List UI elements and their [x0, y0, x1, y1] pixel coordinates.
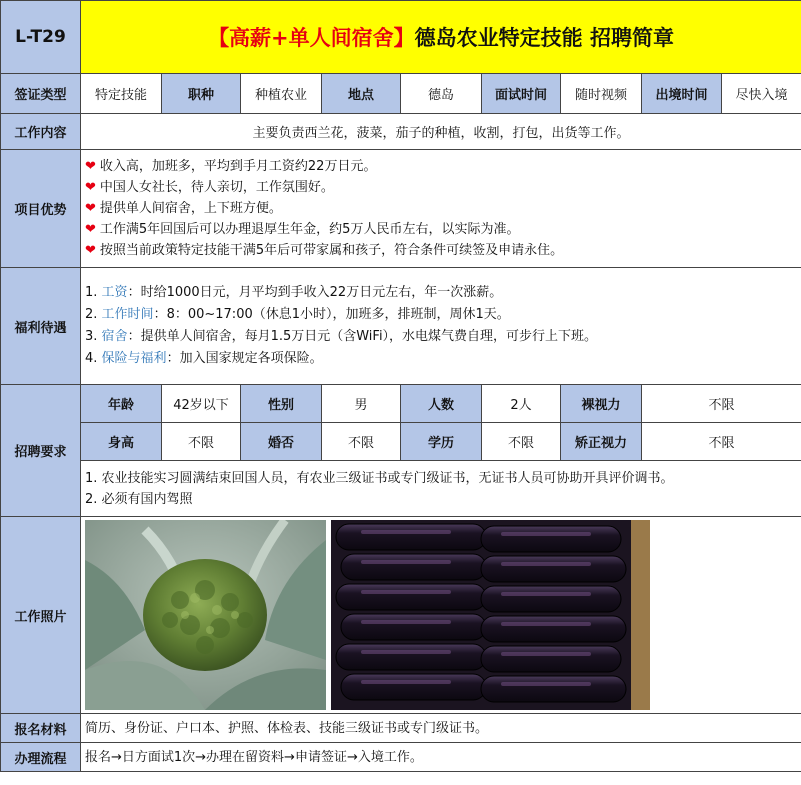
count-value: 2人	[482, 385, 561, 423]
list-item: 2. 工作时间：8：00~17:00（休息1小时），加班多，排班制，周休1天。	[85, 307, 510, 322]
age-value: 42岁以下	[162, 385, 241, 423]
entry-time-label: 出境时间	[642, 74, 722, 114]
photos-cell	[81, 517, 801, 714]
list-item: 2. 必须有国内驾照	[85, 491, 193, 507]
naked-eye-value: 不限	[642, 385, 801, 423]
corrected-vision-value: 不限	[642, 423, 801, 461]
height-label: 身高	[81, 423, 162, 461]
interview-time-value: 随时视频	[561, 74, 642, 114]
job-type-value: 种植农业	[241, 74, 322, 114]
list-item: 1. 工资：时给1000日元，月平均到手收入22万日元左右，年一次涨薪。	[85, 285, 503, 300]
job-code: L-T29	[1, 1, 81, 74]
list-item: 1. 农业技能实习圆满结束回国人员，有农业三级证书或专门级证书，无证书人员可协助开具评价调书。	[85, 470, 674, 486]
entry-time-value: 尽快入境	[722, 74, 801, 114]
marriage-label: 婚否	[241, 423, 322, 461]
height-value: 不限	[162, 423, 241, 461]
welfare-list	[81, 268, 801, 385]
list-item: ❤ 按照当前政策特定技能干满5年后可带家属和孩子，符合条件可续签及申请永住。	[85, 243, 564, 258]
eggplant-photo	[331, 520, 650, 710]
work-content-label: 工作内容	[1, 114, 81, 150]
requirements-label: 招聘要求	[1, 385, 81, 517]
list-item: ❤ 工作满5年回国后可以办理退厚生年金，约5万人民币左右，以实际为准。	[85, 222, 520, 237]
heart-icon: ❤	[85, 222, 96, 237]
advantages-label: 项目优势	[1, 150, 81, 268]
education-value: 不限	[482, 423, 561, 461]
materials-label: 报名材料	[1, 714, 81, 743]
broccoli-photo	[85, 520, 326, 710]
work-content-text: 主要负责西兰花，菠菜，茄子的种植，收割，打包，出货等工作。	[81, 114, 801, 150]
process-label: 办理流程	[1, 743, 81, 772]
marriage-value: 不限	[322, 423, 401, 461]
photos-label: 工作照片	[1, 517, 81, 714]
title-rest: 德岛农业特定技能 招聘简章	[414, 26, 674, 50]
naked-eye-label: 裸视力	[561, 385, 642, 423]
list-item: ❤ 中国人女社长，待人亲切，工作氛围好。	[85, 180, 334, 195]
title-highlight: 【高薪+单人间宿舍】	[208, 26, 415, 50]
location-label: 地点	[322, 74, 401, 114]
age-label: 年龄	[81, 385, 162, 423]
job-type-label: 职种	[162, 74, 241, 114]
gender-value: 男	[322, 385, 401, 423]
heart-icon: ❤	[85, 159, 96, 174]
count-label: 人数	[401, 385, 482, 423]
page-title	[81, 1, 801, 74]
list-item: ❤ 提供单人间宿舍，上下班方便。	[85, 201, 282, 216]
corrected-vision-label: 矫正视力	[561, 423, 642, 461]
materials-text: 简历、身份证、户口本、护照、体检表、技能三级证书或专门级证书。	[81, 714, 801, 743]
list-item: 3. 宿舍：提供单人间宿舍，每月1.5万日元（含WiFi），水电煤气费自理，可步行上下班。	[85, 329, 598, 344]
interview-time-label: 面试时间	[482, 74, 561, 114]
location-value: 德岛	[401, 74, 482, 114]
heart-icon: ❤	[85, 201, 96, 216]
gender-label: 性别	[241, 385, 322, 423]
process-text: 报名→日方面试1次→办理在留资料→申请签证→入境工作。	[81, 743, 801, 772]
education-label: 学历	[401, 423, 482, 461]
advantages-list	[81, 150, 801, 268]
list-item: 4. 保险与福利：加入国家规定各项保险。	[85, 351, 323, 366]
visa-type-value: 特定技能	[81, 74, 162, 114]
visa-type-label: 签证类型	[1, 74, 81, 114]
list-item: ❤ 收入高，加班多，平均到手月工资约22万日元。	[85, 159, 377, 174]
heart-icon: ❤	[85, 180, 96, 195]
heart-icon: ❤	[85, 243, 96, 258]
welfare-label: 福利待遇	[1, 268, 81, 385]
requirements-notes	[81, 461, 801, 517]
